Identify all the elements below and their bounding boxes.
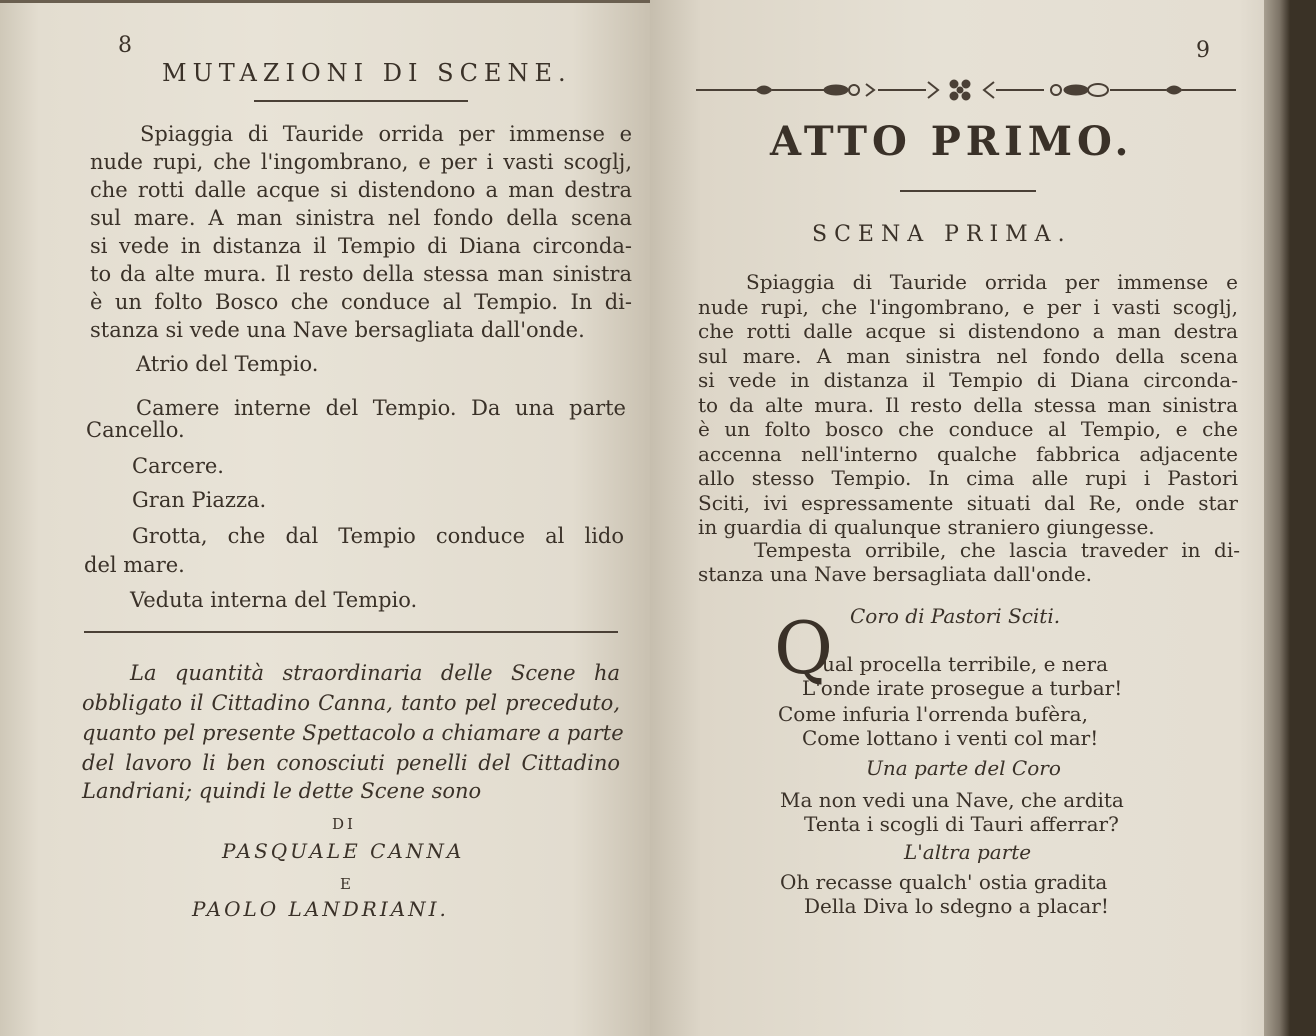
page-number-left: 8 (118, 33, 132, 58)
act-title: ATTO PRIMO. (770, 118, 1134, 165)
scene-title: SCENA PRIMA. (812, 222, 1072, 247)
section-rule (84, 631, 618, 633)
text-line: nude rupi, che l'ingombrano, e per i vasti scoglj, (90, 150, 632, 174)
title-rule (900, 190, 1036, 192)
text-line: Spiaggia di Tauride orrida per immense e (746, 270, 1238, 294)
page-header: MUTAZIONI DI SCENE. (162, 59, 572, 87)
text-line: stanza una Nave bersagliata dall'onde. (698, 562, 1093, 586)
text-line: che rotti dalle acque si distendono a man destra (698, 319, 1238, 343)
text-line: sul mare. A man sinistra nel fondo della scena (90, 206, 632, 230)
verse-line: L'onde irate prosegue a turbar! (802, 676, 1123, 700)
page-edge (1264, 0, 1290, 1036)
page-number-right: 9 (1196, 38, 1210, 63)
text-line: Sciti, ivi espressamente situati dal Re, onde star (698, 490, 1238, 515)
text-line: nude rupi, che l'ingombrano, e per i vasti scoglj, (698, 294, 1238, 319)
text-line: si vede in distanza il Tempio di Diana circonda- (698, 368, 1238, 392)
drop-cap: Q (774, 606, 834, 690)
text-line: è un folto bosco che conduce al Tempio, e che (698, 417, 1238, 441)
text-line: del mare. (84, 553, 185, 577)
ornament-border (696, 72, 1236, 108)
verse-line: ual procella terribile, e nera (822, 652, 1109, 676)
text-line: Landriani; quindi le dette Scene sono (82, 779, 482, 803)
part-heading: L'altra parte (904, 840, 1032, 864)
text-line: obbligato il Cittadino Canna, tanto pel preceduto, (82, 691, 620, 715)
left-page (0, 0, 650, 1036)
scene-item: Grotta, che dal Tempio conduce al lido (132, 524, 624, 548)
scene-item: Veduta interna del Tempio. (130, 588, 418, 612)
text-line: La quantità straordinaria delle Scene ha (130, 661, 620, 685)
text-line: è un folto Bosco che conduce al Tempio. In di- (90, 290, 632, 314)
text-line: accenna nell'interno qualche fabbrica adjacente (698, 441, 1238, 466)
credit-name: PAOLO LANDRIANI. (192, 897, 449, 921)
text-line: Cancello. (86, 418, 185, 442)
verse-line: Della Diva lo sdegno a placar! (804, 894, 1109, 918)
scene-item: Gran Piazza. (132, 488, 267, 512)
verse-line: Come lottano i venti col mar! (802, 726, 1099, 750)
scene-item: Camere interne del Tempio. Da una parte (136, 396, 626, 420)
scene-item: Carcere. (132, 454, 224, 478)
verse-line: Tenta i scogli di Tauri afferrar? (804, 812, 1119, 836)
text-line: che rotti dalle acque si distendono a man destra (90, 178, 632, 202)
text-line: to da alte mura. Il resto della stessa man sinistra (698, 392, 1238, 417)
verse-line: Come infuria l'orrenda bufèra, (778, 702, 1088, 726)
text-line: allo stesso Tempio. In cima alle rupi i Pastori (698, 466, 1238, 490)
text-line: in guardia di qualunque straniero giungesse. (698, 515, 1155, 539)
chorus-heading: Coro di Pastori Sciti. (850, 604, 1061, 628)
header-rule (254, 100, 468, 102)
text-line: del lavoro li ben conosciuti penelli del Cittadino (82, 751, 620, 775)
text-line: si vede in distanza il Tempio di Diana circonda- (90, 234, 632, 258)
credit-e: E (340, 875, 354, 893)
text-line: stanza si vede una Nave bersagliata dall'onde. (90, 318, 585, 342)
text-line: sul mare. A man sinistra nel fondo della scena (698, 343, 1238, 368)
credit-di: DI (332, 815, 356, 833)
text-line: Tempesta orribile, che lascia traveder in di- (754, 538, 1240, 562)
text-line: quanto pel presente Spettacolo a chiamare a parte (82, 721, 624, 745)
verse-line: Oh recasse qualch' ostia gradita (780, 870, 1108, 894)
credit-name: PASQUALE CANNA (222, 839, 465, 863)
text-line: to da alte mura. Il resto della stessa man sinistra (90, 262, 632, 286)
scene-item: Atrio del Tempio. (136, 352, 319, 376)
right-page (650, 0, 1290, 1036)
part-heading: Una parte del Coro (866, 756, 1061, 780)
verse-line: Ma non vedi una Nave, che ardita (780, 788, 1124, 812)
text-line: Spiaggia di Tauride orrida per immense e (140, 122, 632, 146)
